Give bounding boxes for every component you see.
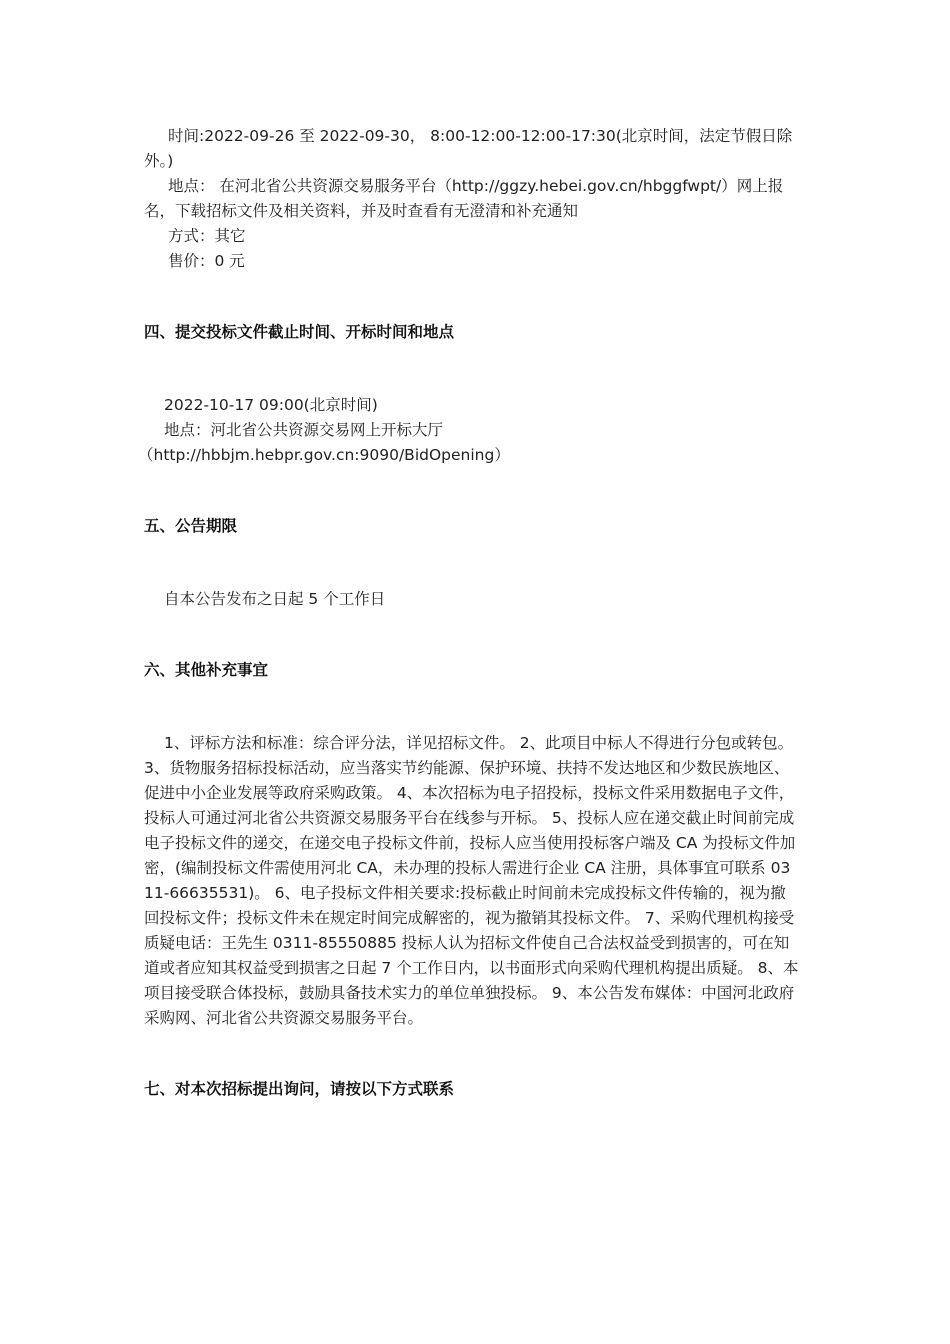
sale-time: 时间:2022-09-26 至 2022-09-30， 8:00-12:00-12:00-17:30(北京时间，法定节假日除外。) <box>144 127 793 170</box>
section4-heading: 四、提交投标文件截止时间、开标时间和地点 <box>144 323 455 341</box>
document-page <box>138 124 800 1102</box>
supplementary-matters: 1、评标方法和标准：综合评分法，详见招标文件。 2、此项目中标人不得进行分包或转包。 3、货物服务招标投标活动，应当落实节约能源、保护环境、扶持不发达地区和少数民族地区、促进中小企业发展等政府采购政策。 4、本次招标为电子招投标，投标文件采用数据电子文件，投标人可通过河北省公共资源交易服务平台在线参与开标。 5、投标人应在递交截止时间前完成电子投标文件的递交，在递交电子投标文件前，投标人应当使用投标客户端及 CA 为投标文件加密，(编制投标文件需使用河北 CA，未办理的投标人需进行企业 CA 注册，具体事宜可联系 0311-66635531)。 6、电子投标文件相关要求:投标截止时间前未完成投标文件传输的，视为撤回投标文件；投标文件未在规定时间完成解密的，视为撤销其投标文件。 7、采购代理机构接受质疑电话：王先生 0311-85550885 投标人认为招标文件使自己合法权益受到损害的，可在知道或者应知其权益受到损害之日起 7 个工作日内，以书面形式向采购代理机构提出质疑。 8、本项目接受联合体投标，鼓励具备技术实力的单位单独投标。 9、本公告发布媒体：中国河北政府采购网、河北省公共资源交易服务平台。 <box>144 734 799 1027</box>
bid-deadline: 2022-10-17 09:00(北京时间) <box>164 396 378 414</box>
bid-opening-place: 地点：河北省公共资源交易网上开标大厅 <box>164 421 444 439</box>
sale-method: 方式：其它 <box>168 227 246 245</box>
section5-heading: 五、公告期限 <box>144 517 238 535</box>
bid-opening-url: （http://hbbjm.hebpr.gov.cn:9090/BidOpening） <box>138 446 510 464</box>
section7-heading: 七、对本次招标提出询问，请按以下方式联系 <box>144 1080 455 1098</box>
sale-place: 地点： 在河北省公共资源交易服务平台（http://ggzy.hebei.gov.cn/hbggfwpt/）网上报名，下载招标文件及相关资料，并及时查看有无澄清和补充通知 <box>144 177 784 220</box>
sale-price: 售价：0 元 <box>168 252 245 270</box>
notice-period: 自本公告发布之日起 5 个工作日 <box>164 590 386 608</box>
section6-heading: 六、其他补充事宜 <box>144 661 269 679</box>
